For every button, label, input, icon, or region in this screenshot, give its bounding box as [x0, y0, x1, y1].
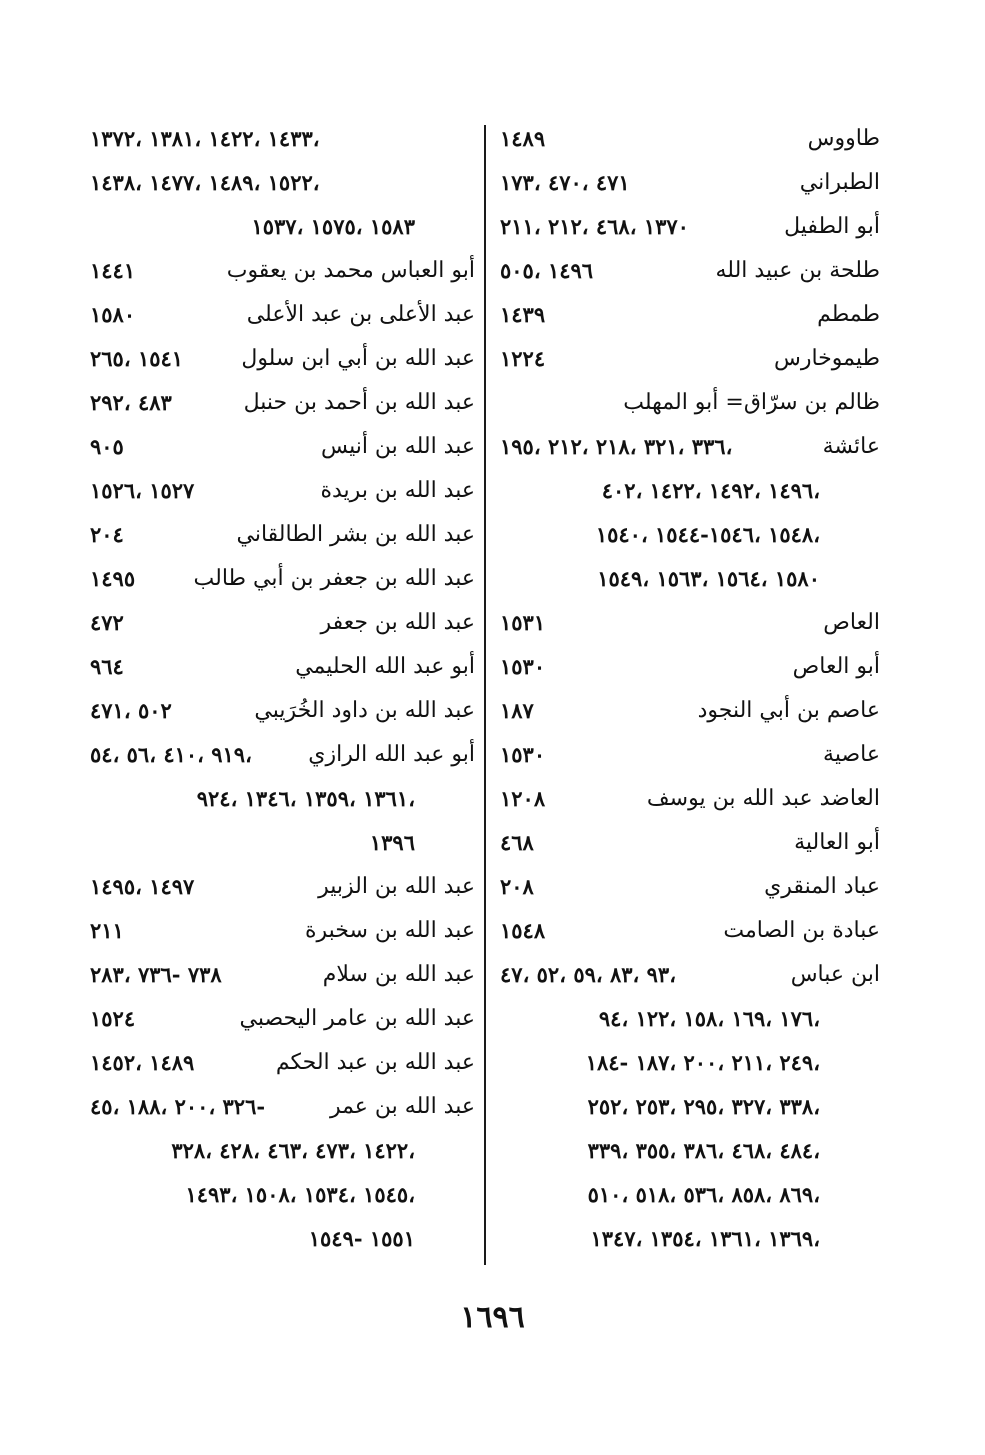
entry-name: أبو عبد الله الحليمي [295, 654, 475, 679]
entry-name: ابن عباس [790, 962, 880, 987]
index-entry [490, 164, 880, 208]
entry-pages: ،٨٦٩ ،٨٥٨ ،٥٣٦ ،٥١٨ ،٥١٠ [587, 1182, 820, 1207]
index-entry [490, 340, 880, 384]
entry-pages: -٣٢٦ ،٢٠٠ ،١٨٨ ،٤٥ [90, 1094, 266, 1119]
entry-pages: ٤٨٣ ،٢٩٢ [90, 390, 172, 415]
entry-pages: ،١٥٢٢ ،١٤٨٩ ،١٤٧٧ ،١٤٣٨ [90, 170, 320, 195]
index-entry [80, 340, 475, 384]
entry-name: عبد الله بن سلام [322, 962, 475, 987]
index-entry [80, 868, 475, 912]
entry-pages: ،٩١٩ ،٤١٠ ،٥٦ ،٥٤ [90, 742, 252, 767]
entry-name: عبد الله بن داود الخُرَيبي [254, 698, 475, 723]
entry-pages: ،١٤٢٢ ،٤٧٣ ،٤٦٣ ،٤٢٨ ،٣٢٨ [171, 1138, 415, 1163]
entry-pages: ١٥٤٨ [500, 918, 546, 943]
index-entry [80, 736, 475, 780]
entry-pages: ١٣٧٠ ،٤٦٨ ،٢١٢ ،٢١١ [500, 214, 689, 239]
index-entry-continuation [80, 1220, 475, 1264]
index-entry-continuation [80, 120, 475, 164]
index-entry-continuation [80, 780, 475, 824]
entry-name: عبد الله بن أبي ابن سلول [241, 346, 475, 371]
entry-pages: ١٥٣١ [500, 610, 546, 635]
entry-pages: ١٣٩٦ [369, 830, 415, 855]
index-entry [490, 120, 880, 164]
entry-pages: ٧٣٨ -٧٣٦ ،٢٨٣ [90, 962, 222, 987]
entry-pages: ،٤٨٤ ،٤٦٨ ،٣٨٦ ،٣٥٥ ،٣٣٩ [587, 1138, 820, 1163]
entry-pages: ١٨٧ [500, 698, 534, 723]
right-column [490, 120, 880, 1264]
index-entry-continuation [80, 1176, 475, 1220]
index-entry [490, 780, 880, 824]
entry-name: عبد الله بن جعفر بن أبي طالب [193, 566, 475, 591]
entry-name: عباد المنقري [764, 874, 880, 899]
column-divider [484, 125, 486, 1265]
index-entry [80, 252, 475, 296]
page-number: ١٦٩٦ [460, 1300, 525, 1335]
entry-pages: ٢١١ [90, 918, 124, 943]
index-entry-continuation [80, 824, 475, 868]
index-entry [80, 1044, 475, 1088]
entry-name: عائشة [822, 434, 880, 459]
entry-pages: ٢٠٨ [500, 874, 534, 899]
entry-name: عبد الله بن سخبرة [305, 918, 475, 943]
index-entry [80, 604, 475, 648]
entry-pages: ١٤٩٦ ،٥٠٥ [500, 258, 594, 283]
entry-pages: ٥٠٢ ،٤٧١ [90, 698, 172, 723]
entry-pages: ١٤٨٩ ،١٤٥٢ [90, 1050, 195, 1075]
entry-pages: ،٣٣٨ ،٣٢٧ ،٢٩٥ ،٢٥٣ ،٢٥٢ [587, 1094, 820, 1119]
entry-pages: ٤٧٢ [90, 610, 124, 635]
entry-pages: ،١٤٣٣ ،١٤٢٢ ،١٣٨١ ،١٣٧٢ [90, 126, 320, 151]
index-entry [80, 384, 475, 428]
entry-name: أبو العاص [792, 654, 880, 679]
index-entry [490, 736, 880, 780]
entry-pages: ٩٠٥ [90, 434, 124, 459]
entry-name: عبد الله بن أنيس [321, 434, 475, 459]
entry-name: عبد الله بن عبد الحكم [275, 1050, 475, 1075]
entry-pages: ١٥٣٠ [500, 654, 546, 679]
entry-pages: ١٥٢٧ ،١٥٢٦ [90, 478, 195, 503]
index-entry [80, 428, 475, 472]
index-entry [490, 384, 880, 428]
entry-name: عاصم بن أبي النجود [697, 698, 880, 723]
index-entry [80, 692, 475, 736]
entry-pages: ،١٧٦ ،١٦٩ ،١٥٨ ،١٢٢ ،٩٤ [598, 1006, 820, 1031]
index-entry [490, 296, 880, 340]
entry-pages: ١٥٥١ -١٥٤٩ [308, 1226, 415, 1251]
entry-pages: ٢٠٤ [90, 522, 124, 547]
index-entry [80, 648, 475, 692]
entry-name: عبد الله بن بريدة [320, 478, 475, 503]
index-entry [490, 252, 880, 296]
entry-name: ظالم بن سرّاق= أبو المهلب [623, 390, 880, 415]
index-entry-continuation [490, 560, 880, 604]
index-entry-continuation [490, 1088, 880, 1132]
entry-pages: ١٤٩٧ ،١٤٩٥ [90, 874, 195, 899]
index-entry-continuation [490, 1176, 880, 1220]
entry-pages: ،١٣٦٩ ،١٣٦١ ،١٣٥٤ ،١٣٤٧ [590, 1226, 820, 1251]
entry-pages: ٤٧١ ،٤٧٠ ،١٧٣ [500, 170, 630, 195]
entry-pages: ،١٥٤٥ ،١٥٣٤ ،١٥٠٨ ،١٤٩٣ [185, 1182, 415, 1207]
entry-name: العاضد عبد الله بن يوسف [646, 786, 880, 811]
entry-name: أبو عبد الله الرازي [308, 742, 475, 767]
index-entry-continuation [490, 472, 880, 516]
entry-pages: ١٢٠٨ [500, 786, 546, 811]
index-entry-continuation [80, 1132, 475, 1176]
entry-pages: ١٥٣٠ [500, 742, 546, 767]
entry-pages: ١٤٩٥ [90, 566, 136, 591]
index-entry [490, 868, 880, 912]
entry-name: أبو العالية [794, 830, 880, 855]
entry-pages: ١٥٤١ ،٢٦٥ [90, 346, 184, 371]
entry-pages: ،١٣٦١ ،١٣٥٩ ،١٣٤٦ ،٩٢٤ [196, 786, 415, 811]
index-entry [80, 516, 475, 560]
entry-name: طمطم [817, 302, 880, 327]
index-entry-continuation [490, 1132, 880, 1176]
index-entry [490, 428, 880, 472]
entry-name: عبادة بن الصامت [723, 918, 880, 943]
entry-name: العاص [823, 610, 880, 635]
entry-pages: ،٢٤٩ ،٢١١ ،٢٠٠ ،١٨٧ -١٨٤ [585, 1050, 820, 1075]
index-entry [80, 472, 475, 516]
index-entry [490, 956, 880, 1000]
index-entry [490, 692, 880, 736]
index-entry [490, 208, 880, 252]
entry-pages: ،١٥٤٨ ،١٥٤٦-١٥٤٤ ،١٥٤٠ [595, 522, 820, 547]
index-entry [490, 648, 880, 692]
index-entry [80, 956, 475, 1000]
entry-pages: ،٣٣٦ ،٣٢١ ،٢١٨ ،٢١٢ ،١٩٥ [500, 434, 733, 459]
entry-name: أبو الطفيل [784, 214, 880, 239]
index-entry [80, 912, 475, 956]
entry-name: عبد الله بن بشر الطالقاني [236, 522, 475, 547]
entry-name: طيموخارس [773, 346, 880, 371]
entry-name: أبو العباس محمد بن يعقوب [226, 258, 475, 283]
index-entry [490, 912, 880, 956]
index-entry-continuation [490, 1220, 880, 1264]
entry-name: عبد الله بن عمر [329, 1094, 475, 1119]
entry-pages: ،٩٣ ،٨٣ ،٥٩ ،٥٢ ،٤٧ [500, 962, 676, 987]
index-entry [80, 296, 475, 340]
entry-pages: ١٥٨٣ ،١٥٧٥ ،١٥٣٧ [251, 214, 415, 239]
index-entry-continuation [490, 516, 880, 560]
entry-pages: ١٤٤١ [90, 258, 136, 283]
index-entry [490, 824, 880, 868]
index-entry-continuation [80, 208, 475, 252]
entry-name: عبد الله بن الزبير [318, 874, 475, 899]
entry-name: الطبراني [799, 170, 880, 195]
index-entry [80, 1000, 475, 1044]
entry-pages: ١٤٨٩ [500, 126, 546, 151]
entry-pages: ١٥٨٠ ،١٥٦٤ ،١٥٦٣ ،١٥٤٩ [597, 566, 820, 591]
entry-name: طلحة بن عبيد الله [715, 258, 880, 283]
entry-pages: ١٤٣٩ [500, 302, 546, 327]
entry-pages: ١٥٨٠ [90, 302, 136, 327]
entry-pages: ١٥٢٤ [90, 1006, 136, 1031]
entry-name: عبد الأعلى بن عبد الأعلى [246, 302, 475, 327]
index-entry [80, 560, 475, 604]
entry-pages: ٤٦٨ [500, 830, 534, 855]
index-entry [80, 1088, 475, 1132]
index-entry-continuation [80, 164, 475, 208]
entry-name: طاووس [807, 126, 880, 151]
index-entry-continuation [490, 1044, 880, 1088]
left-column [80, 120, 475, 1264]
entry-pages: ٩٦٤ [90, 654, 124, 679]
entry-pages: ،١٤٩٦ ،١٤٩٢ ،١٤٢٢ ،٤٠٢ [601, 478, 820, 503]
entry-name: عبد الله بن أحمد بن حنبل [243, 390, 475, 415]
entry-name: عاصية [823, 742, 880, 767]
entry-name: عبد الله بن جعفر [320, 610, 475, 635]
index-entry [490, 604, 880, 648]
entry-name: عبد الله بن عامر اليحصبي [239, 1006, 475, 1031]
entry-pages: ١٢٢٤ [500, 346, 546, 371]
index-entry-continuation [490, 1000, 880, 1044]
